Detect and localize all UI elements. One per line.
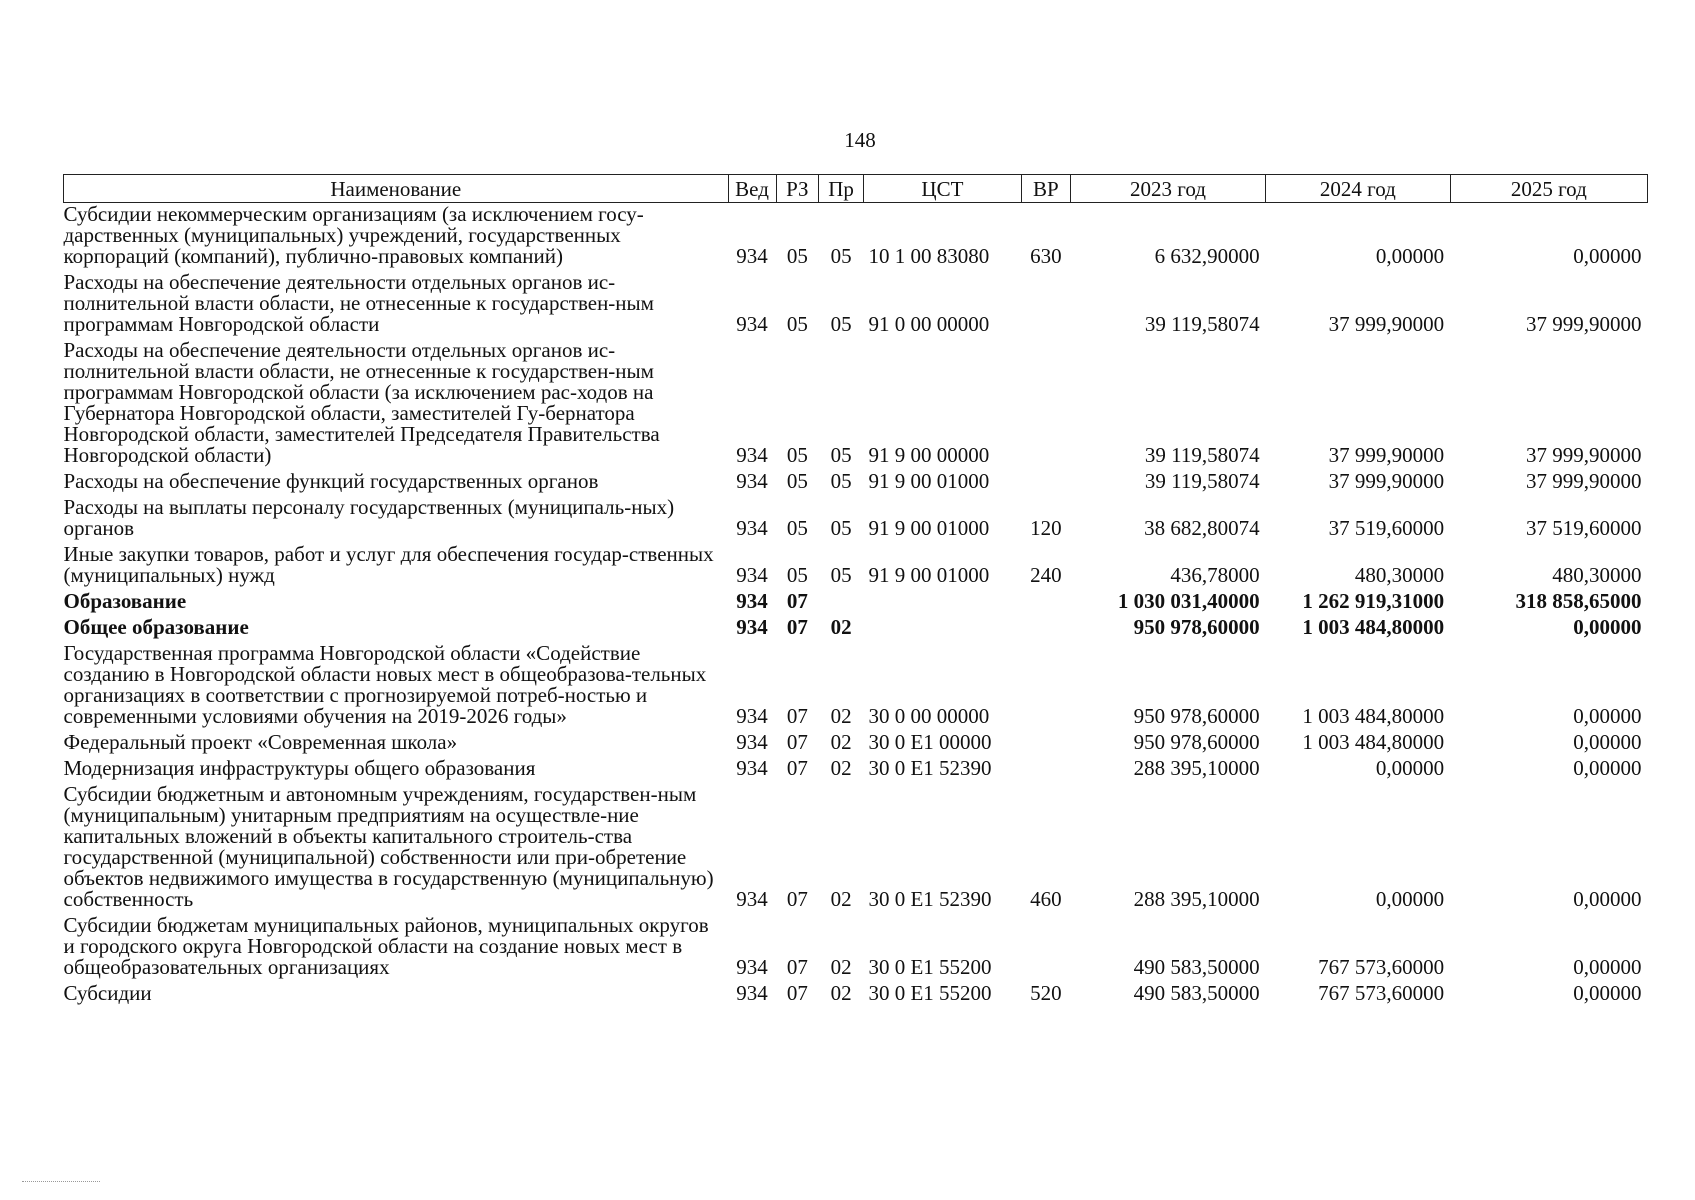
cell-pr: 05 <box>830 516 852 540</box>
cell-vr: 520 <box>1030 981 1062 1005</box>
table-row <box>64 731 1648 757</box>
cell-rz: 07 <box>786 887 808 911</box>
cell-pr: 02 <box>830 887 852 911</box>
cell-2025: 37 999,90000 <box>1526 469 1642 493</box>
table-row <box>64 203 1648 272</box>
cell-rz: 07 <box>786 981 808 1005</box>
cell-vr: 460 <box>1030 887 1062 911</box>
table-row <box>64 642 1648 731</box>
cell-2024: 1 003 484,80000 <box>1302 704 1445 728</box>
cell-2025: 0,00000 <box>1573 756 1642 780</box>
cell-pr: 02 <box>830 756 852 780</box>
cell-ved: 934 <box>736 244 768 268</box>
cell-2023: 950 978,60000 <box>1133 704 1260 728</box>
cell-vr <box>1021 757 1070 783</box>
header-cst: ЦСТ <box>863 175 1021 203</box>
cell-vr: 630 <box>1030 244 1062 268</box>
header-pr: Пр <box>819 175 864 203</box>
cell-rz: 07 <box>786 955 808 979</box>
cell-pr: 02 <box>830 730 852 754</box>
cell-name: Иные закупки товаров, работ и услуг для обеспечения государ-ственных (муниципальных) нужд <box>63 542 714 587</box>
cell-rz: 05 <box>786 312 808 336</box>
cell-2023: 39 119,58074 <box>1144 443 1260 467</box>
cell-pr: 02 <box>830 615 852 639</box>
cell-rz: 05 <box>786 516 808 540</box>
cell-2024: 480,30000 <box>1354 563 1445 587</box>
cell-rz: 07 <box>786 730 808 754</box>
cell-2024: 767 573,60000 <box>1318 981 1445 1005</box>
cell-cst: 30 0 E1 52390 <box>868 887 992 911</box>
cell-2025: 0,00000 <box>1573 615 1642 639</box>
cell-name: Образование <box>63 589 187 613</box>
cell-rz: 07 <box>786 589 808 613</box>
cell-ved: 934 <box>736 955 768 979</box>
cell-2023: 1 030 031,40000 <box>1117 589 1260 613</box>
scan-artifact <box>22 1181 100 1183</box>
cell-2025: 37 519,60000 <box>1526 516 1642 540</box>
cell-pr: 05 <box>830 469 852 493</box>
cell-ved: 934 <box>736 516 768 540</box>
cell-cst: 91 9 00 01000 <box>868 516 990 540</box>
cell-ved: 934 <box>736 615 768 639</box>
table-row <box>64 470 1648 496</box>
cell-pr: 05 <box>830 443 852 467</box>
cell-name: Субсидии <box>63 981 152 1005</box>
cell-rz: 05 <box>786 563 808 587</box>
cell-2023: 950 978,60000 <box>1133 730 1260 754</box>
cell-rz: 07 <box>786 704 808 728</box>
header-2025: 2025 год <box>1450 175 1647 203</box>
cell-pr: 02 <box>830 955 852 979</box>
cell-ved: 934 <box>736 563 768 587</box>
cell-2025: 318 858,65000 <box>1515 589 1642 613</box>
cell-name: Расходы на выплаты персоналу государственных (муниципаль-ных) органов <box>63 495 675 540</box>
cell-ved: 934 <box>736 589 768 613</box>
cell-cst <box>863 590 1021 616</box>
cell-2023: 6 632,90000 <box>1154 244 1260 268</box>
cell-2024: 0,00000 <box>1375 756 1445 780</box>
cell-cst: 91 9 00 01000 <box>868 563 990 587</box>
cell-2023: 490 583,50000 <box>1133 955 1260 979</box>
cell-2023: 39 119,58074 <box>1144 312 1260 336</box>
header-rz: РЗ <box>776 175 819 203</box>
cell-2023: 288 395,10000 <box>1133 887 1260 911</box>
table-row <box>64 590 1648 616</box>
cell-pr: 05 <box>830 312 852 336</box>
header-2024: 2024 год <box>1266 175 1451 203</box>
cell-2025: 0,00000 <box>1573 704 1642 728</box>
cell-2025: 37 999,90000 <box>1526 443 1642 467</box>
cell-2023: 950 978,60000 <box>1133 615 1260 639</box>
cell-vr <box>1021 642 1070 731</box>
cell-vr: 240 <box>1030 563 1062 587</box>
cell-2024: 1 262 919,31000 <box>1302 589 1445 613</box>
cell-2024: 0,00000 <box>1375 244 1445 268</box>
cell-2025: 480,30000 <box>1552 563 1642 587</box>
table-row <box>64 496 1648 543</box>
cell-ved: 934 <box>736 981 768 1005</box>
cell-2023: 490 583,50000 <box>1133 981 1260 1005</box>
cell-name: Расходы на обеспечение деятельности отдельных органов ис-полнительной власти области, не отнесенные к государствен-ным программам Новгородской области <box>63 270 654 336</box>
header-2023: 2023 год <box>1070 175 1265 203</box>
cell-ved: 934 <box>736 312 768 336</box>
cell-vr: 120 <box>1030 516 1062 540</box>
cell-cst: 91 9 00 00000 <box>868 443 990 467</box>
cell-name: Модернизация инфраструктуры общего образования <box>63 756 536 780</box>
cell-rz: 05 <box>786 244 808 268</box>
cell-2024: 1 003 484,80000 <box>1302 730 1445 754</box>
cell-vr <box>1021 731 1070 757</box>
cell-2024: 37 999,90000 <box>1328 443 1445 467</box>
cell-rz: 05 <box>786 469 808 493</box>
cell-cst: 30 0 00 00000 <box>868 704 990 728</box>
cell-2024: 0,00000 <box>1375 887 1445 911</box>
cell-rz: 07 <box>786 615 808 639</box>
cell-pr: 02 <box>830 704 852 728</box>
cell-cst: 91 0 00 00000 <box>868 312 990 336</box>
cell-name: Расходы на обеспечение функций государственных органов <box>63 469 599 493</box>
header-vr: ВР <box>1021 175 1070 203</box>
cell-name: Федеральный проект «Современная школа» <box>63 730 458 754</box>
cell-name: Субсидии бюджетам муниципальных районов, муниципальных округов и городского округа Новгородской области на создание новых мест в общеобразовательных организациях <box>63 913 709 979</box>
cell-cst: 10 1 00 83080 <box>868 244 990 268</box>
cell-2023: 38 682,80074 <box>1144 516 1260 540</box>
cell-cst: 30 0 E1 55200 <box>868 981 992 1005</box>
cell-ved: 934 <box>736 756 768 780</box>
cell-2023: 39 119,58074 <box>1144 469 1260 493</box>
cell-cst: 30 0 E1 52390 <box>868 756 992 780</box>
cell-2024: 1 003 484,80000 <box>1302 615 1445 639</box>
cell-vr <box>1021 616 1070 642</box>
header-ved: Вед <box>728 175 776 203</box>
cell-2025: 37 999,90000 <box>1526 312 1642 336</box>
cell-rz: 07 <box>786 756 808 780</box>
cell-2024: 37 519,60000 <box>1328 516 1445 540</box>
cell-2023: 436,78000 <box>1170 563 1260 587</box>
budget-table <box>63 174 1648 1008</box>
cell-rz: 05 <box>786 443 808 467</box>
cell-ved: 934 <box>736 887 768 911</box>
cell-vr <box>1021 914 1070 982</box>
table-row <box>64 616 1648 642</box>
cell-vr <box>1021 271 1070 339</box>
table-row <box>64 543 1648 590</box>
cell-ved: 934 <box>736 704 768 728</box>
cell-cst: 30 0 E1 55200 <box>868 955 992 979</box>
cell-pr: 05 <box>830 244 852 268</box>
cell-pr: 05 <box>830 563 852 587</box>
table-body <box>64 203 1648 1009</box>
cell-name: Государственная программа Новгородской области «Содействие созданию в Новгородской области новых мест в общеобразова-тельных организациях в соответствии с прогнозируемой потреб-ностью и современными условиями обучения на 2019-2026 годы» <box>63 641 707 728</box>
cell-vr <box>1021 339 1070 470</box>
cell-vr <box>1021 590 1070 616</box>
cell-pr <box>819 590 864 616</box>
table-row <box>64 271 1648 339</box>
cell-name: Субсидии бюджетным и автономным учреждениям, государствен-ным (муниципальным) унитарным предприятиям на осуществле-ние капитальных вложений в объекты капитального строитель-ства государственной (муниципальной) собственности или при-обретение объектов недвижимого имущества в государственную (муниципальную) собственность <box>63 782 714 911</box>
cell-vr <box>1021 470 1070 496</box>
cell-2024: 767 573,60000 <box>1318 955 1445 979</box>
cell-cst: 91 9 00 01000 <box>868 469 990 493</box>
cell-ved: 934 <box>736 469 768 493</box>
cell-name: Субсидии некоммерческим организациям (за исключением госу-дарственных (муниципальных) учреждений, государственных корпораций (компаний), публично-правовых компаний) <box>63 202 644 268</box>
cell-2024: 37 999,90000 <box>1328 312 1445 336</box>
cell-2025: 0,00000 <box>1573 730 1642 754</box>
cell-cst <box>863 616 1021 642</box>
cell-2025: 0,00000 <box>1573 955 1642 979</box>
cell-pr: 02 <box>830 981 852 1005</box>
cell-2025: 0,00000 <box>1573 981 1642 1005</box>
table-row <box>64 757 1648 783</box>
header-name: Наименование <box>64 175 729 203</box>
cell-2025: 0,00000 <box>1573 244 1642 268</box>
table-row <box>64 982 1648 1008</box>
table-row <box>64 783 1648 914</box>
header-row <box>64 175 1648 203</box>
cell-ved: 934 <box>736 443 768 467</box>
table-row <box>64 339 1648 470</box>
cell-name: Общее образование <box>63 615 249 639</box>
cell-2025: 0,00000 <box>1573 887 1642 911</box>
table-row <box>64 914 1648 982</box>
cell-name: Расходы на обеспечение деятельности отдельных органов ис-полнительной власти области, не отнесенные к государствен-ным программам Новгородской области (за исключением рас-ходов на Губернатора Новгородской области, заместителей Гу-бернатора Новгородской области, заместителей Председателя Правительства Новгородской области) <box>63 338 660 467</box>
page-number: 148 <box>844 128 876 152</box>
cell-cst: 30 0 E1 00000 <box>868 730 992 754</box>
cell-2023: 288 395,10000 <box>1133 756 1260 780</box>
cell-2024: 37 999,90000 <box>1328 469 1445 493</box>
cell-ved: 934 <box>736 730 768 754</box>
